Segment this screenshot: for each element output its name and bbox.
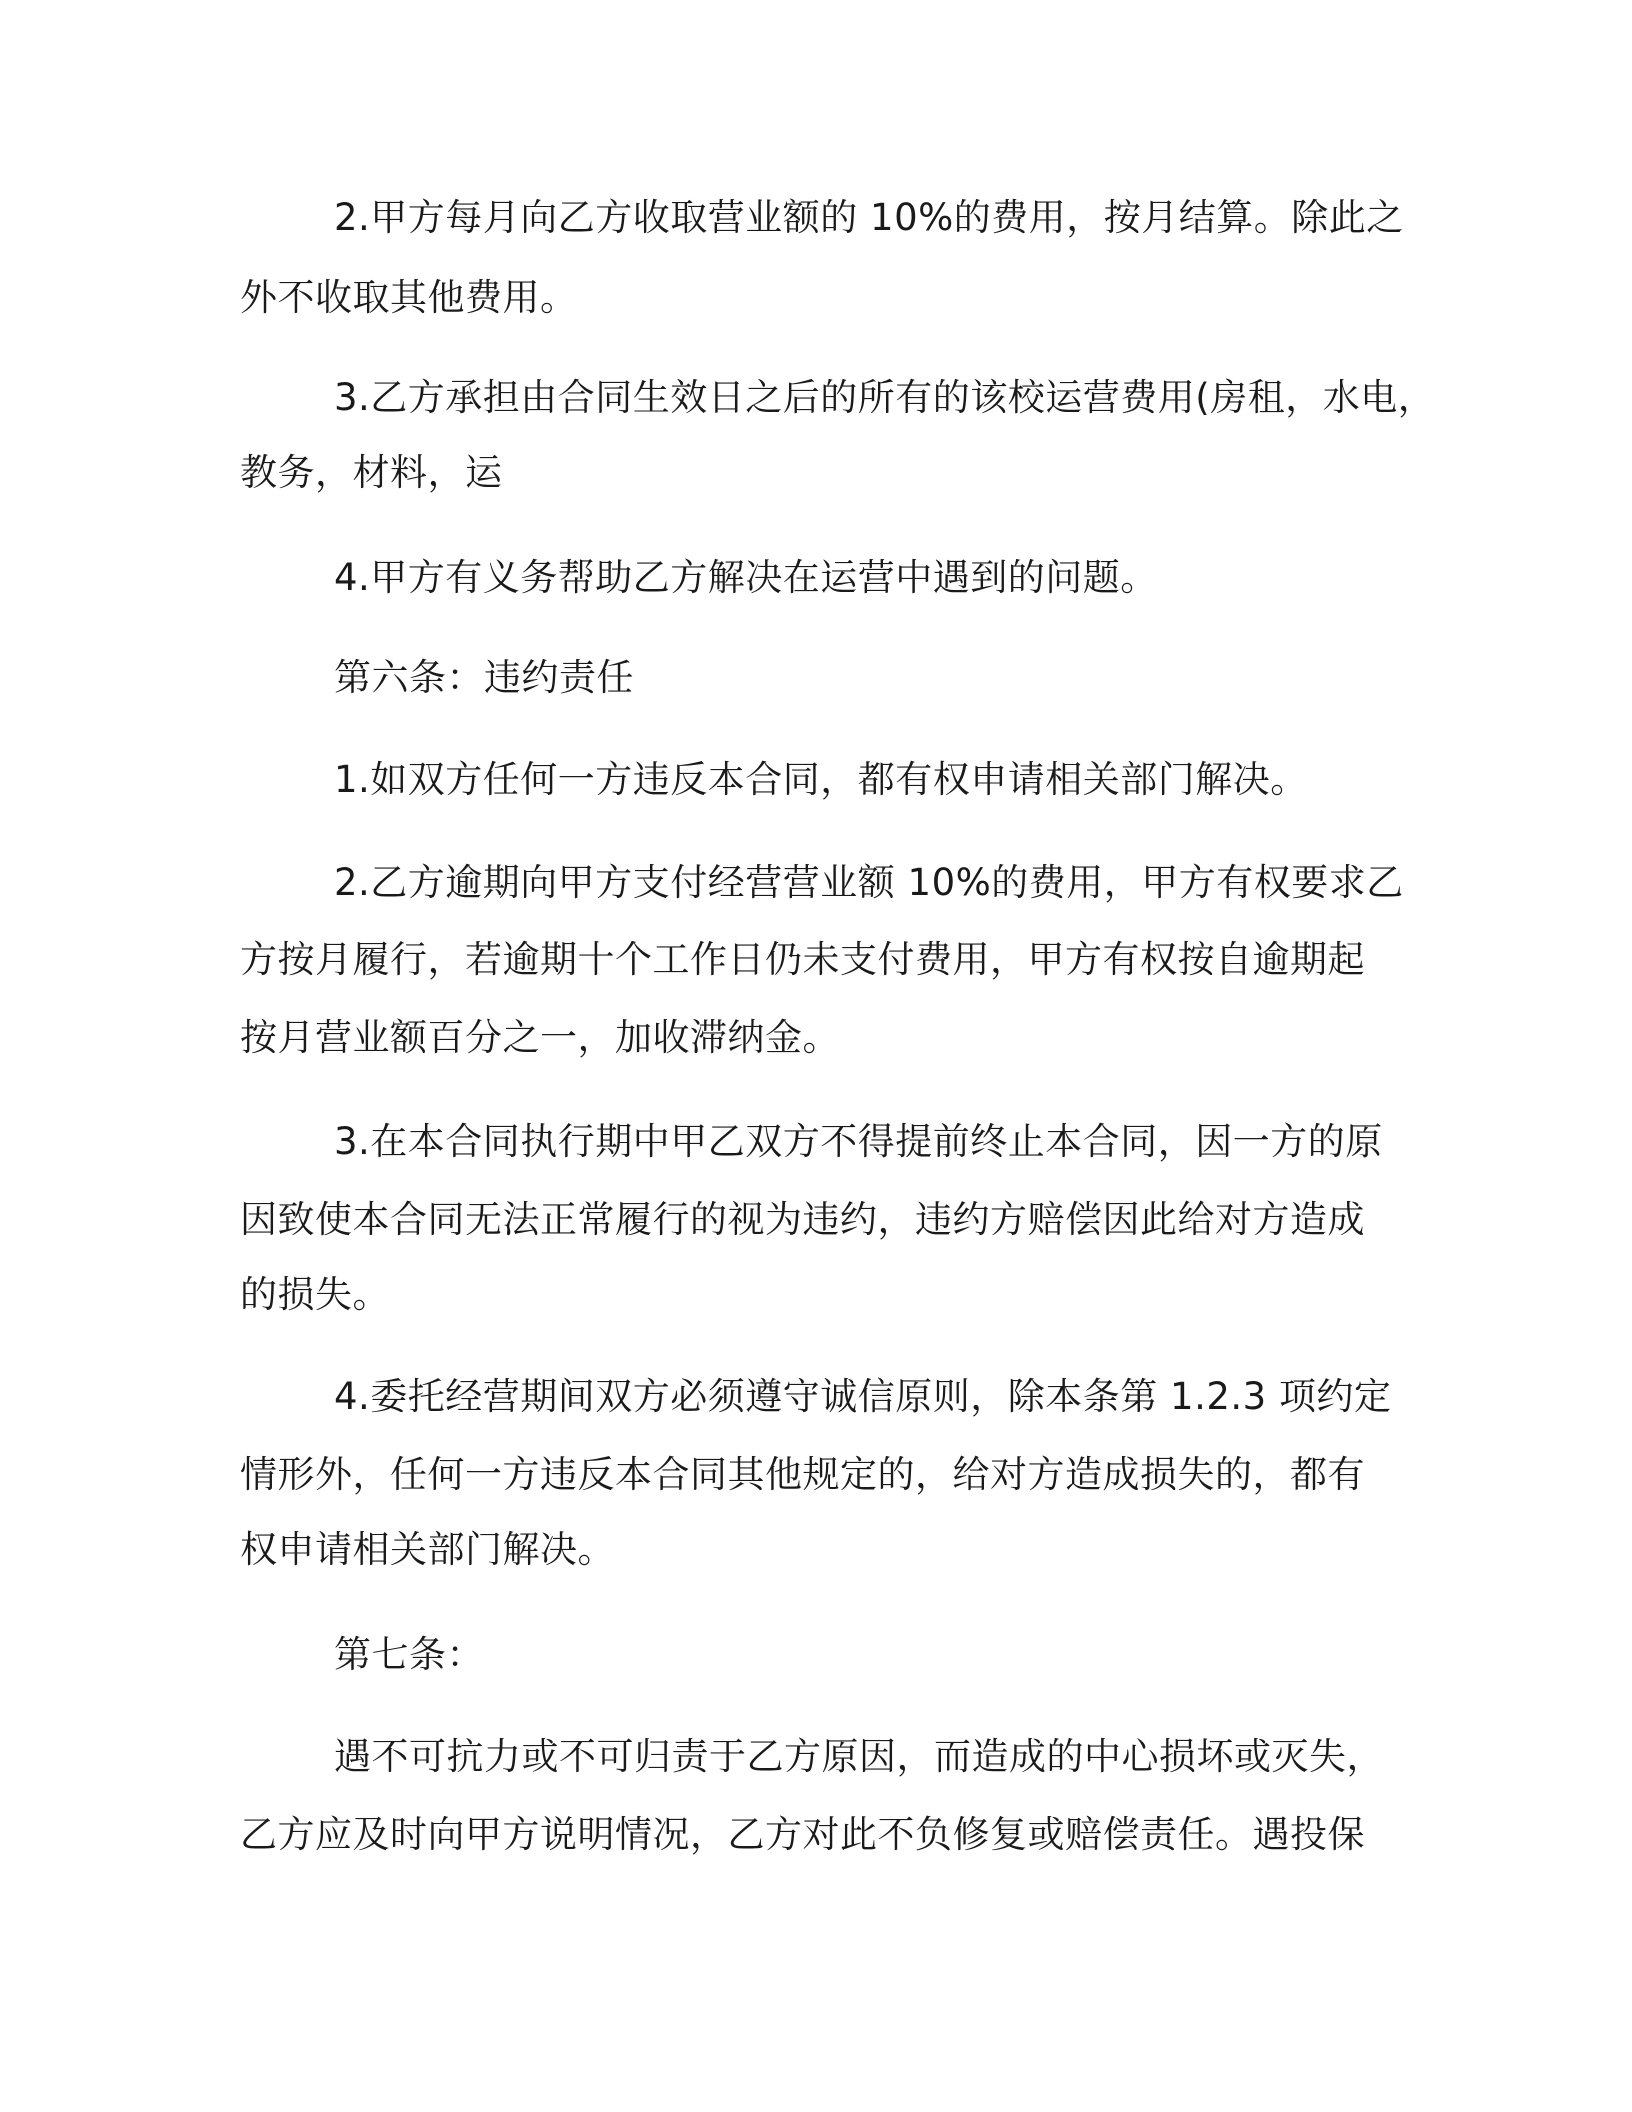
clause-6-item-4-line-2: 情形外，任何一方违反本合同其他规定的，给对方造成损失的，都有 [240,1453,1365,1496]
clause-7-para-line-1: 遇不可抗力或不可归责于乙方原因，而造成的中心损坏或灭失， [334,1735,1384,1778]
clause-5-item-4: 4.甲方有义务帮助乙方解决在运营中遇到的问题。 [334,556,1158,599]
clause-7-heading: 第七条： [334,1633,484,1676]
clause-5-item-2-line-2: 外不收取其他费用。 [240,276,578,319]
clause-6-item-4-line-1: 4.委托经营期间双方必须遵守诚信原则，除本条第 1.2.3 项约定 [334,1375,1392,1418]
clause-6-item-3-line-1: 3.在本合同执行期中甲乙双方不得提前终止本合同，因一方的原 [334,1120,1383,1163]
clause-6-heading: 第六条：违约责任 [334,656,634,699]
clause-6-item-3-line-2: 因致使本合同无法正常履行的视为违约，违约方赔偿因此给对方造成 [240,1198,1365,1241]
clause-6-item-2-line-2: 方按月履行，若逾期十个工作日仍未支付费用，甲方有权按自逾期起 [240,938,1365,981]
clause-6-item-2-line-3: 按月营业额百分之一，加收滞纳金。 [240,1016,840,1059]
clause-5-item-3-line-2: 教务，材料，运 [240,451,503,494]
clause-5-item-3-line-1: 3.乙方承担由合同生效日之后的所有的该校运营费用(房租，水电， [334,376,1436,419]
clause-6-item-1: 1.如双方任何一方违反本合同，都有权申请相关部门解决。 [334,758,1308,801]
clause-7-para-line-2: 乙方应及时向甲方说明情况，乙方对此不负修复或赔偿责任。遇投保 [240,1813,1365,1856]
clause-6-item-3-line-3: 的损失。 [240,1273,390,1316]
clause-6-item-2-line-1: 2.乙方逾期向甲方支付经营营业额 10%的费用，甲方有权要求乙 [334,861,1404,904]
clause-6-item-4-line-3: 权申请相关部门解决。 [240,1528,615,1571]
clause-5-item-2-line-1: 2.甲方每月向乙方收取营业额的 10%的费用，按月结算。除此之 [334,196,1404,239]
